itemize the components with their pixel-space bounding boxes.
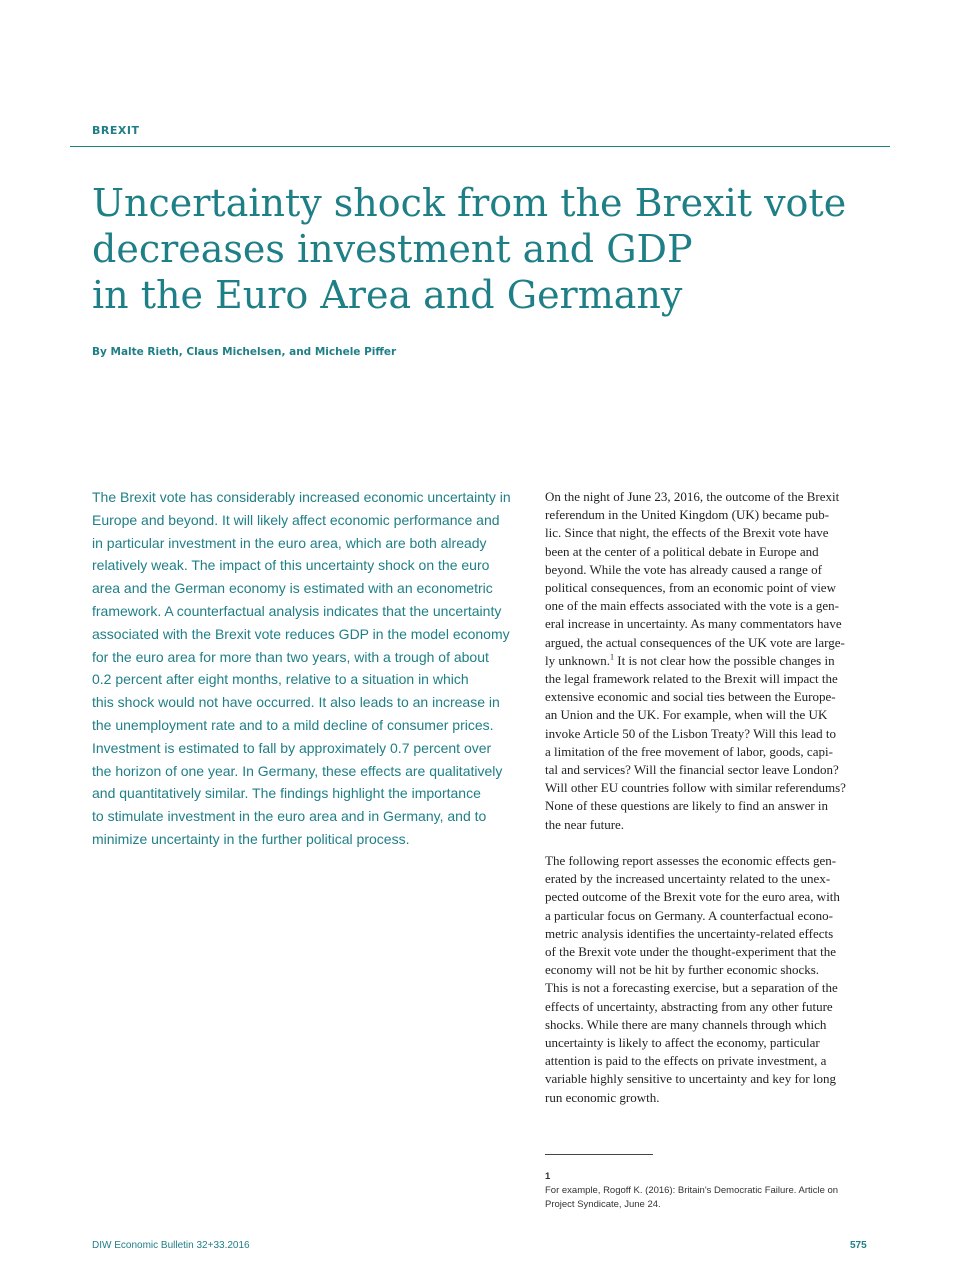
body-line: effects of uncertainty, abstracting from any other future <box>545 998 833 1014</box>
body-line: shocks. While there are many channels through which <box>545 1016 827 1032</box>
body-line: argued, the actual consequences of the UK vote are large- <box>545 634 845 650</box>
body-line: None of these questions are likely to find an answer in <box>545 798 829 814</box>
footnote-number: 1 <box>545 1171 551 1182</box>
body-line: beyond. While the vote has already caused a range of <box>545 561 822 577</box>
body-paragraph-2 <box>545 852 869 1107</box>
footnote-divider <box>545 1154 653 1155</box>
abstract-line: to stimulate investment in the euro area and in Germany, and to <box>92 808 487 825</box>
body-line: erated by the increased uncertainty related to the unex- <box>545 871 831 887</box>
abstract-line: framework. A counterfactual analysis indicates that the uncertainty <box>92 602 502 619</box>
abstract-line: and quantitatively similar. The findings highlight the importance <box>92 785 481 802</box>
footnote-text: For example, Rogoff K. (2016): Britain's Democratic Failure. Article on <box>545 1185 839 1196</box>
header-divider <box>70 146 890 147</box>
abstract-line: the unemployment rate and to a mild decline of consumer prices. <box>92 716 494 733</box>
body-line: eral increase in uncertainty. As many commentators have <box>545 616 842 632</box>
body-line: uncertainty is likely to affect the economy, particular <box>545 1035 820 1051</box>
body-line: political consequences, from an economic point of view <box>545 580 836 596</box>
body-line: a particular focus on Germany. A counterfactual econo- <box>545 907 833 923</box>
body-line: metric analysis identifies the uncertainty-related effects <box>545 925 834 941</box>
abstract-line: for the euro area for more than two years, with a trough of about <box>92 648 489 665</box>
body-line: economy will not be hit by further economic shocks. <box>545 962 820 978</box>
body-line: This is not a forecasting exercise, but a separation of the <box>545 980 838 996</box>
body-line: Will other EU countries follow with similar referendums? <box>545 780 846 796</box>
body-line: The following report assesses the economic effects gen- <box>545 853 837 868</box>
body-line: the legal framework related to the Brexit will impact the <box>545 671 838 687</box>
footnote-reference[interactable]: 1 <box>610 652 614 662</box>
body-line-text: ly unknown. <box>545 652 610 668</box>
section-label: BREXIT <box>92 124 140 137</box>
title-line: in the Euro Area and Germany <box>92 273 683 317</box>
abstract-line: in particular investment in the euro area, which are both already <box>92 534 487 551</box>
abstract-line: this shock would not have occurred. It also leads to an increase in <box>92 694 500 711</box>
abstract-line: 0.2 percent after eight months, relative to a situation in which <box>92 671 469 688</box>
body-line: pected outcome of the Brexit vote for the euro area, with <box>545 889 840 905</box>
author-byline: By Malte Rieth, Claus Michelsen, and Michele Piffer <box>92 346 397 358</box>
body-line: tal and services? Will the financial sector leave London? <box>545 762 839 778</box>
body-line: referendum in the United Kingdom (UK) became pub- <box>545 507 830 523</box>
body-line: invoke Article 50 of the Lisbon Treaty? Will this lead to <box>545 725 836 741</box>
body-line: the near future. <box>545 816 625 832</box>
body-line: extensive economic and social ties between the Europe- <box>545 689 836 705</box>
body-line: attention is paid to the effects on private investment, a <box>545 1053 827 1069</box>
body-line: a limitation of the free movement of labor, goods, capi- <box>545 743 833 759</box>
body-line: run economic growth. <box>545 1089 660 1105</box>
page-number: 575 <box>850 1240 867 1251</box>
body-paragraph-1 <box>545 488 869 834</box>
article-title <box>92 180 872 318</box>
abstract-line: Europe and beyond. It will likely affect economic performance and <box>92 511 500 528</box>
abstract-line: The Brexit vote has considerably increased economic uncertainty in <box>92 489 511 505</box>
body-line: one of the main effects associated with the vote is a gen- <box>545 598 839 614</box>
body-line: of the Brexit vote under the thought-experiment that the <box>545 944 836 960</box>
title-line: decreases investment and GDP <box>92 227 693 271</box>
footnote-line: Project Syndicate, June 24. <box>545 1199 661 1210</box>
abstract-line: the horizon of one year. In Germany, these effects are qualitatively <box>92 762 503 779</box>
body-line: an Union and the UK. For example, when will the UK <box>545 707 828 723</box>
publication-footer: DIW Economic Bulletin 32+33.2016 <box>92 1240 250 1251</box>
footnote-line <box>545 1170 865 1198</box>
abstract <box>92 486 532 851</box>
body-line: lic. Since that night, the effects of the Brexit vote have <box>545 525 829 541</box>
title-line: Uncertainty shock from the Brexit vote <box>92 181 847 225</box>
body-line-text: It is not clear how the possible changes in <box>614 652 835 668</box>
body-line: variable highly sensitive to uncertainty and key for long <box>545 1071 836 1087</box>
body-line: been at the center of a political debate in Europe and <box>545 543 819 559</box>
footnote <box>545 1170 865 1212</box>
abstract-line: associated with the Brexit vote reduces GDP in the model economy <box>92 625 510 642</box>
abstract-line: relatively weak. The impact of this uncertainty shock on the euro <box>92 557 490 574</box>
abstract-line: area and the German economy is estimated with an econometric <box>92 580 493 597</box>
body-line: On the night of June 23, 2016, the outcome of the Brexit <box>545 489 840 504</box>
abstract-line: Investment is estimated to fall by approximately 0.7 percent over <box>92 739 492 756</box>
body-line <box>545 652 869 670</box>
abstract-line: minimize uncertainty in the further political process. <box>92 830 410 847</box>
